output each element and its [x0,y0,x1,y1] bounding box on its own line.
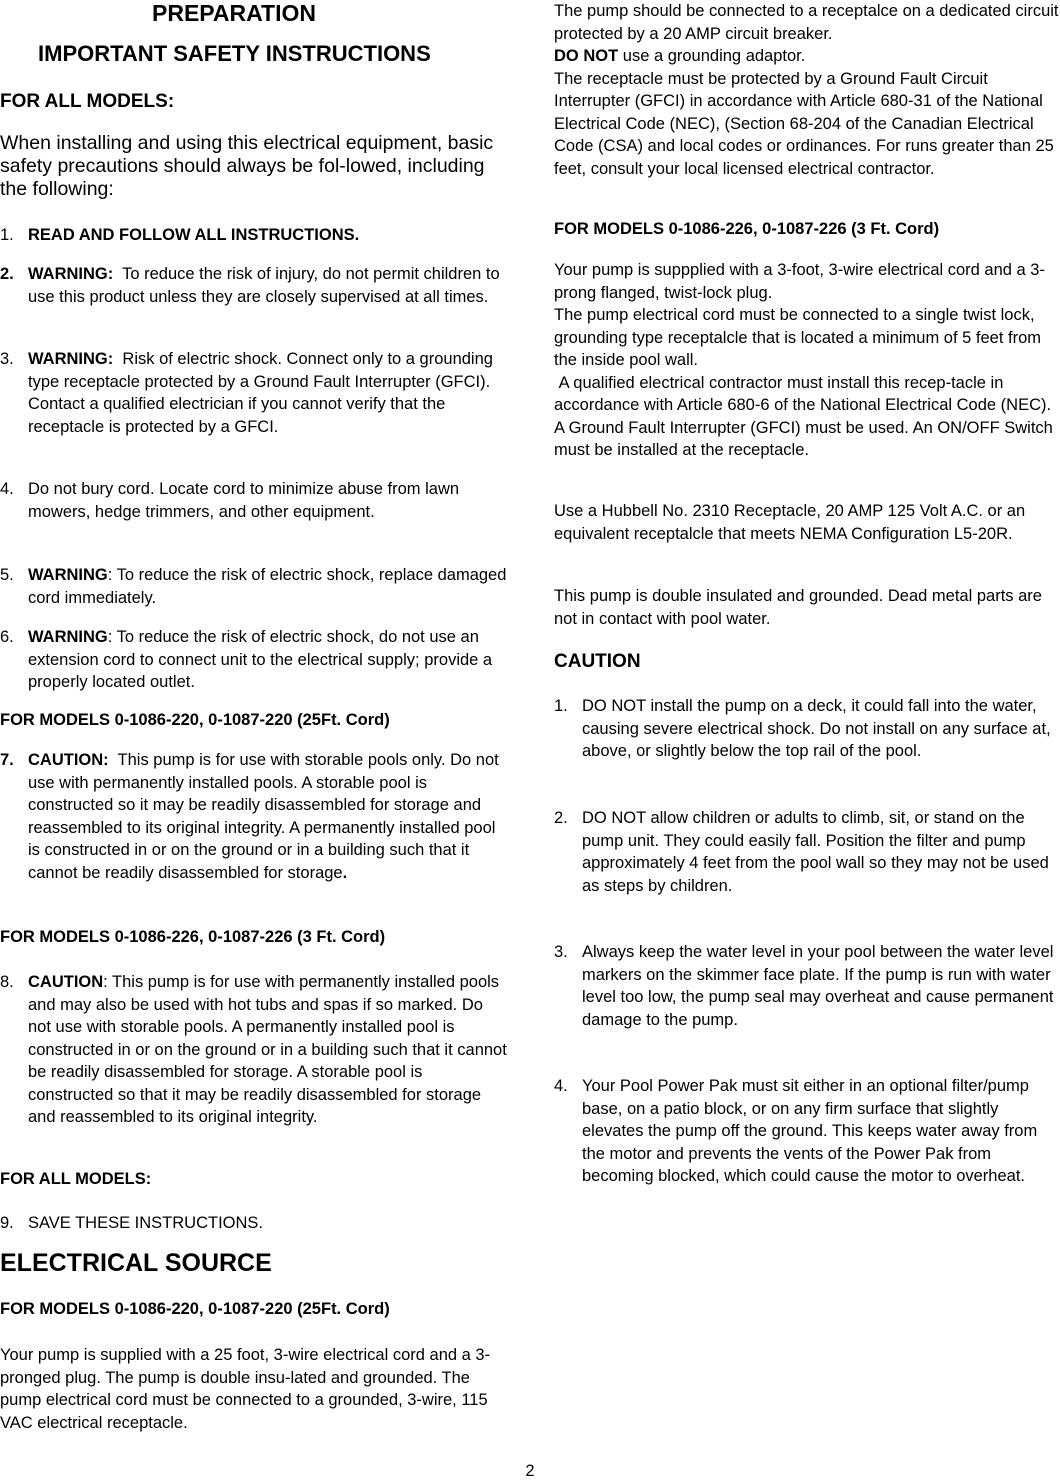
do-not-label: DO NOT [554,47,619,65]
safety-item-2 [0,263,520,308]
item-text: : To reduce the risk of electric shock, do not use an extension cord to connect unit to the electrical supply; provide a properly located outlet. [28,628,493,691]
item-number: 9. [0,1214,14,1232]
gfci-text: The receptacle must be protected by a Ground Fault Circuit Interrupter (GFCI) in accordance with Article 680-31 of the National Electrical Code (NEC), (Section 68-204 of the Canadian Electrical Code (CSA) and local codes or ordinances. For runs greater than 25 feet, consult your local licensed electrical contractor. [554,69,1054,178]
item-number: 6. [0,628,14,646]
caution-item-3 [554,941,1060,1031]
item-label: WARNING: [28,265,114,283]
item-number: 2. [554,809,568,827]
twist-lock-text: The pump electrical cord must be connected to a single twist lock, grounding type receptalcle that is located a minimum of 5 feet from the inside pool wall. [554,306,1041,369]
item-label: READ AND FOLLOW ALL INSTRUCTIONS. [28,226,360,244]
item-number: 1. [554,697,568,715]
receptacle-text: The pump should be connected to a receptalce on a dedicated circuit protected by a 20 AMP circuit breaker. [554,2,1059,43]
item-text: Do not bury cord. Locate cord to minimize abuse from lawn mowers, hedge trimmers, and other equipment. [28,480,460,521]
supply-paragraph: Your pump is supplied with a 25 foot, 3-wire electrical cord and a 3-pronged plug. The pump is double insu-lated and grounded. The pump electrical cord must be connected to a grounded, 3-wire, 115 VAC electrical receptacle. [0,1346,491,1432]
item-label: CAUTION: [28,751,109,769]
safety-subtitle: IMPORTANT SAFETY INSTRUCTIONS [38,41,431,66]
item-text: : To reduce the risk of electric shock, replace damaged cord immediately. [28,566,507,607]
receptacle-paragraph [554,0,1060,180]
item-label: WARNING [28,628,108,646]
item-text: Your Pool Power Pak must sit either in an optional filter/pump base, on a patio block, or on any firm surface that slightly elevates the pump off the ground. This keeps water away from the motor and prevents the vents of the Power Pak from becoming blocked, which could cause the motor to overheat. [582,1077,1038,1185]
item-text: : This pump is for use with permanently installed pools and may also be used with hot tubs and spas if so marked. Do not use with storable pools. A permanently installed pool is constructed in or on the ground or in a building such that it cannot be readily disassembled for storage. A storable pool is constructed so that it may be readily disassembled for storage and reassembled to its original integrity. [28,973,507,1126]
for-all-models-heading: FOR ALL MODELS: [0,91,175,112]
item-text: To reduce the risk of injury, do not permit children to use this product unless they are closely supervised at all times. [28,265,500,306]
item-text: DO NOT allow children or adults to climb, sit, or stand on the pump unit. They could easily fall. Position the filter and pump approximately 4 feet from the pool wall so they may not be used as steps by children. [582,809,1049,895]
models-220-heading-2: FOR MODELS 0-1086-220, 0-1087-220 (25Ft. Cord) [0,1300,390,1318]
item-label: CAUTION [28,973,104,991]
safety-item-7 [0,749,520,884]
cord-paragraph [554,259,1054,462]
item-number: 2. [0,265,14,283]
caution-item-1 [554,695,1060,763]
page-title: PREPARATION [152,0,316,26]
hubbell-paragraph: Use a Hubbell No. 2310 Receptacle, 20 AMP 125 Volt A.C. or an equivalent receptalcle that meets NEMA Configuration L5-20R. [554,502,1026,543]
models-226-heading: FOR MODELS 0-1086-226, 0-1087-226 (3 Ft. Cord) [0,928,386,946]
item-text: DO NOT install the pump on a deck, it could fall into the water, causing severe electrical shock. Do not install on any surface at, above, or slightly below the top rail of the pool. [582,697,1051,760]
safety-item-1 [0,224,520,247]
caution-heading: CAUTION [554,651,641,672]
item-number: 4. [0,480,14,498]
item-text: This pump is for use with storable pools only. Do not use with permanently installed pools. A storable pool is constructed so it may be readily disassembled for storage and reassembled to its original integrity. A permanently installed pool is constructed in or on the ground or in a building such that it cannot be readily disassembled for storage [28,751,499,882]
models-220-heading: FOR MODELS 0-1086-220, 0-1087-220 (25Ft. Cord) [0,711,390,729]
item-number: 7. [0,751,14,769]
item-number: 3. [0,350,14,368]
caution-item-2 [554,807,1060,897]
models-226-heading-right: FOR MODELS 0-1086-226, 0-1087-226 (3 Ft. Cord) [554,220,940,238]
caution-item-4 [554,1075,1060,1188]
item-number: 1. [0,226,14,244]
item-text: Risk of electric shock. Connect only to a grounding type receptacle protected by a Ground Fault Interrupter (GFCI). [28,350,493,391]
contractor-text: A qualified electrical contractor must install this recep-tacle in accordance with Article 680-6 of the National Electrical Code (NEC). A Ground Fault Interrupter (GFCI) must be used. An ON/OFF Switch must be installed at the receptacle. [554,373,1053,459]
safety-item-3 [0,348,520,438]
item-text-2: Contact a qualified electrician if you cannot verify that the receptacle is protected by a GFCI. [28,395,446,436]
item-label: WARNING [28,566,108,584]
page-number: 2 [525,1462,535,1480]
electrical-source-heading: ELECTRICAL SOURCE [0,1249,272,1277]
item-end: . [342,863,348,882]
for-all-models-heading-2: FOR ALL MODELS: [0,1170,152,1188]
safety-item-9 [0,1212,520,1235]
insulated-paragraph: This pump is double insulated and grounded. Dead metal parts are not in contact with pool water. [554,587,1042,628]
item-number: 4. [554,1077,568,1095]
item-number: 3. [554,943,568,961]
item-number: 8. [0,973,14,991]
intro-paragraph: When installing and using this electrical equipment, basic safety precautions should always be fol-lowed, including the following: [0,132,494,200]
item-text: Always keep the water level in your pool between the water level markers on the skimmer face plate. If the pump is run with water level too low, the pump seal may overheat and cause permanent damage to the pump. [582,943,1054,1029]
safety-item-4 [0,478,520,523]
item-text: SAVE THESE INSTRUCTIONS. [28,1214,264,1232]
cord-text: Your pump is suppplied with a 3-foot, 3-wire electrical cord and a 3-prong flanged, twist-lock plug. [554,261,1045,302]
item-number: 5. [0,566,14,584]
safety-item-6 [0,626,520,694]
receptacle-tail: use a grounding adaptor. [622,47,806,65]
item-label: WARNING: [28,350,114,368]
safety-item-5 [0,564,520,609]
safety-item-8 [0,971,520,1129]
